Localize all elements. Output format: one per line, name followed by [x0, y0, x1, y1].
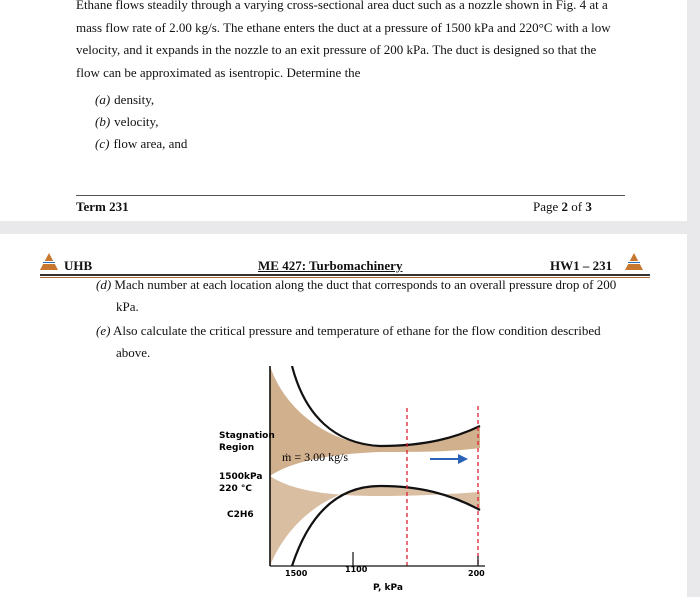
- gas-label: C2H6: [227, 510, 254, 520]
- item-e: [96, 320, 601, 342]
- inlet-pressure-label: 1500kPa: [219, 472, 263, 482]
- uhb-logo-right-icon: [623, 251, 645, 273]
- item-text: velocity,: [114, 114, 159, 129]
- item-c: [95, 136, 187, 152]
- item-label: (c): [95, 136, 110, 151]
- paragraph-line: Ethane flows steadily through a varying cross-sectional area duct such as a nozzle shown in Fig. 4 at a: [76, 0, 608, 12]
- page-mid: of: [568, 199, 586, 214]
- tick-label-1100: 1100: [345, 565, 368, 574]
- item-label: (e): [96, 323, 111, 338]
- page-total: 3: [585, 199, 592, 214]
- nozzle-lower-fill: [270, 476, 480, 566]
- axis-label: P, kPa: [373, 583, 403, 593]
- item-a: [95, 92, 154, 108]
- header-left: UHB: [64, 258, 93, 273]
- problem-paragraph: [76, 0, 636, 84]
- footer-rule: [76, 195, 625, 196]
- paragraph-line: flow can be approximated as isentropic. Determine the: [76, 64, 361, 80]
- mass-flow-label: ṁ = 3.00 kg/s: [282, 450, 349, 464]
- page-prefix: Page: [533, 199, 562, 214]
- paragraph-line: velocity, and it expands in the nozzle to an exit pressure of 200 kPa. The duct is designed so that the: [76, 42, 597, 57]
- stagnation-label-1: Stagnation: [219, 431, 275, 441]
- item-text: Also calculate the critical pressure and temperature of ethane for the flow condition described: [112, 323, 601, 338]
- item-label: (d): [96, 277, 112, 292]
- item-text: Mach number at each location along the duct that corresponds to an overall pressure drop of 200: [114, 277, 617, 292]
- item-e-cont: above.: [116, 345, 151, 360]
- stagnation-label-2: Region: [219, 443, 255, 453]
- flow-arrow-icon: [458, 454, 468, 464]
- header-hw: HW1 – 231: [550, 258, 613, 273]
- inlet-temp-label: 220 °C: [219, 484, 253, 494]
- paragraph-line: mass flow rate of 2.00 kg/s. The ethane enters the duct at a pressure of 1500 kPa and 220°C with a low: [76, 19, 611, 35]
- item-label: (a): [95, 92, 111, 107]
- header-course: ME 427: Turbomachinery: [258, 258, 403, 273]
- item-label: (b): [95, 114, 111, 129]
- item-d-cont: kPa.: [116, 299, 139, 314]
- footer-page-number: [533, 199, 592, 215]
- item-b: [95, 114, 158, 130]
- item-text: density,: [114, 92, 155, 107]
- tick-label-1500: 1500: [285, 569, 308, 578]
- tick-label-200: 200: [468, 569, 485, 578]
- page-num: 2: [561, 199, 569, 214]
- page-1: [0, 0, 687, 221]
- nozzle-figure: [210, 366, 500, 597]
- item-text: flow area, and: [113, 136, 188, 151]
- uhb-logo-left-icon: [38, 251, 60, 273]
- footer-term: Term 231: [76, 199, 129, 214]
- item-d: [96, 274, 616, 296]
